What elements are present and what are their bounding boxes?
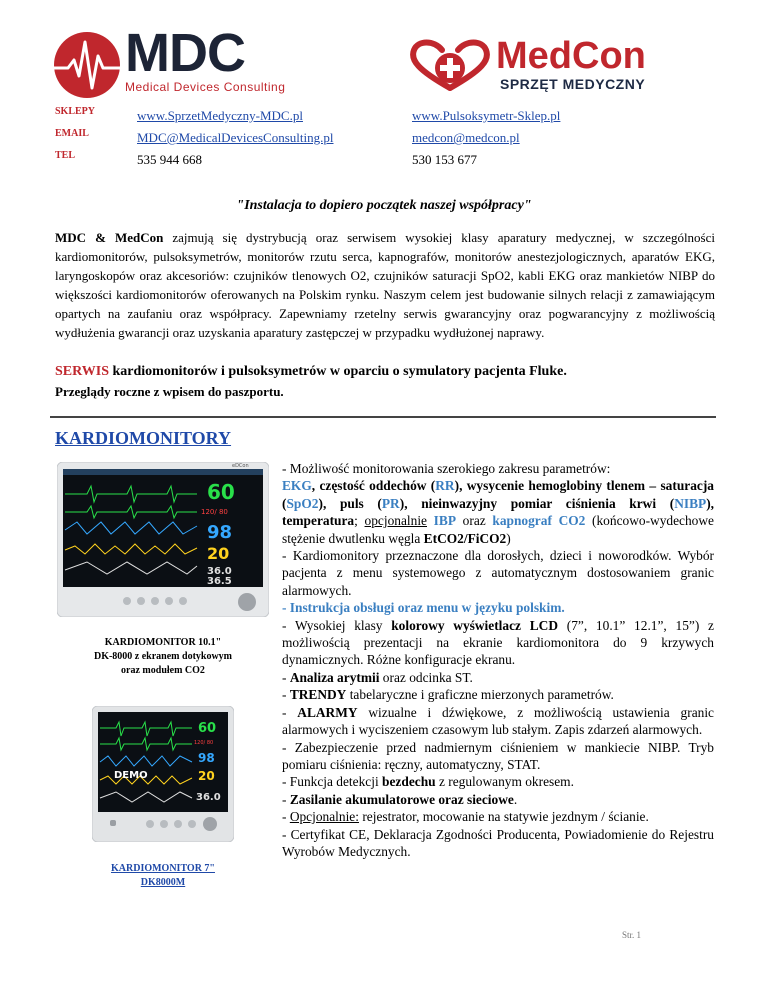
feature-5c: oraz odcinka ST. xyxy=(379,669,473,685)
param-ekg: EKG xyxy=(282,478,312,494)
email-label: EMAIL xyxy=(55,128,89,139)
feature-10c: . xyxy=(513,791,518,807)
param-oraz: oraz xyxy=(456,513,493,529)
feature-8: - Zabezpieczenie przed nadmiernym ciśnieniem w mankiecie NIBP. Tryb pomiaru ciśnienia: ręczny, automatyczny, STAT. xyxy=(282,739,714,772)
feature-7c: wizualne i dźwiękowe, z możliwością ustawienia granic alarmowych i wyciszeniem czasowym lub stałym. Zapis zdarzeń alarmowych. xyxy=(282,704,714,738)
param-oddech: częstość oddechów ( xyxy=(319,478,436,494)
feature-7a: - xyxy=(282,704,298,720)
param-rr: RR xyxy=(435,478,455,494)
param-space xyxy=(427,513,434,528)
mdc-tel: 535 944 668 xyxy=(137,152,202,167)
monitor2-rr: 20 xyxy=(198,769,215,783)
feature-11b: Opcjonalnie: xyxy=(289,809,359,825)
shops-label: SKLEPY xyxy=(55,106,96,117)
feature-12: - Certyfikat CE, Deklaracja Zgodności Producenta, Powiadomienie do Rejestru Wyrobów Medycznych. xyxy=(282,826,714,859)
param-nibp-post: ), xyxy=(706,495,714,511)
feature-9 xyxy=(282,773,714,790)
mdc-tagline: Medical Devices Consulting xyxy=(125,80,286,94)
feature-4b: kolorowy wyświetlacz LCD xyxy=(391,617,558,633)
feature-6 xyxy=(282,686,714,703)
medcon-logo-text: MedCon xyxy=(496,35,646,77)
monitor-7-image xyxy=(92,706,234,842)
monitor1-temp2: 36.5 xyxy=(207,576,232,587)
monitor1-temp1: 36.0 xyxy=(207,566,232,577)
param-semi: ; xyxy=(354,513,365,529)
medcon-heart-cross-icon xyxy=(408,38,492,92)
monitor1-bp: 120/ 80 xyxy=(201,508,228,516)
feature-5b: Analiza arytmii xyxy=(289,669,380,685)
monitor2-caption-line2[interactable]: DK8000M xyxy=(140,877,186,888)
feature-6c: tabelaryczne i graficzne mierzonych parametrów. xyxy=(346,687,614,703)
param-puls: ), puls ( xyxy=(318,495,382,511)
medcon-logo xyxy=(408,35,668,94)
monitor1-brand: eDCon xyxy=(232,463,249,469)
feature-1-text: - Możliwość monitorowania szerokiego zakresu parametrów: xyxy=(282,461,611,476)
feature-6a: - xyxy=(282,687,290,703)
feature-2: - Kardiomonitory przeznaczone dla dorosłych, dzieci i noworodków. Wybór pacjenta z menu systemowego z automatycznym dostosowaniem granic alarmowych. xyxy=(282,548,714,598)
serwis-line xyxy=(55,364,567,380)
param-close: ) xyxy=(506,530,511,546)
feature-11c: rejestrator, mocowanie na statywie jezdnym / ścianie. xyxy=(358,809,649,825)
monitor2-demo: DEMO xyxy=(114,770,148,781)
param-opcjonalnie: opcjonalnie xyxy=(364,513,427,529)
mdc-logo-text: MDC xyxy=(125,23,245,83)
intro-lead: MDC & MedCon xyxy=(55,230,164,245)
intro-paragraph xyxy=(55,228,715,342)
tel-label: TEL xyxy=(55,150,76,161)
feature-11 xyxy=(282,808,714,825)
przeglady-line: Przeglądy roczne z wpisem do paszportu. xyxy=(55,384,284,399)
feature-10b: Zasilanie akumulatorowe oraz sieciowe xyxy=(289,791,514,807)
param-sep: , xyxy=(311,478,320,494)
feature-9c: z regulowanym okresem. xyxy=(435,774,574,790)
param-nibp: NIBP xyxy=(674,495,707,511)
feature-4c: (7”, 10.1” 12.1”, 15”) z możliwością prezentacji na ekranie kardiomonitora do 9 krzywych dynamicznych. Różne konfiguracje ekranu. xyxy=(282,617,714,668)
feature-10 xyxy=(282,791,714,808)
serwis-word: SERWIS xyxy=(55,364,109,379)
monitor2-hr: 60 xyxy=(198,721,217,736)
monitor1-caption-line2: DK-8000 z ekranem dotykowym xyxy=(93,651,233,662)
mdc-logo xyxy=(52,23,307,102)
feature-3: - Instrukcja obsługi oraz menu w języku polskim. xyxy=(282,600,565,616)
feature-params xyxy=(282,477,714,547)
monitor1-rr: 20 xyxy=(207,544,230,563)
mdc-shop-link[interactable]: www.SprzetMedyczny-MDC.pl xyxy=(137,108,303,123)
monitor1-caption xyxy=(57,636,269,678)
feature-10a: - xyxy=(282,791,290,807)
monitor2-caption xyxy=(57,862,269,890)
feature-9a: - Funkcja detekcji xyxy=(282,774,383,790)
monitor-10-image xyxy=(57,462,269,617)
monitor2-temp: 36.0 xyxy=(196,792,221,803)
quote: "Instalacja to dopiero początek naszej współpracy" xyxy=(236,198,532,213)
feature-11a: - xyxy=(282,809,290,825)
monitor1-caption-line1: KARDIOMONITOR 10.1" xyxy=(104,637,222,648)
monitor1-caption-line3: oraz modułem CO2 xyxy=(121,665,205,676)
page-number: Str. 1 xyxy=(622,930,642,940)
feature-5 xyxy=(282,669,714,686)
mdc-email-link[interactable]: MDC@MedicalDevicesConsulting.pl xyxy=(137,130,334,145)
feature-4 xyxy=(282,617,714,669)
feature-5a: - xyxy=(282,669,290,685)
feature-7 xyxy=(282,704,714,739)
param-nibp-pre: ), nieinwazyjny pomiar ciśnienia krwi ( xyxy=(399,495,675,511)
param-spo2: SpO2 xyxy=(286,495,319,511)
param-kapnograf: kapnograf CO2 xyxy=(492,513,586,529)
mdc-heartbeat-icon xyxy=(52,30,127,100)
medcon-tel: 530 153 677 xyxy=(412,152,477,167)
param-temperatura: temperatura xyxy=(282,513,355,529)
param-konc: (końcowo-wydechowe stężenie dwutlenku węgla xyxy=(282,513,714,546)
divider xyxy=(50,416,716,418)
monitor1-hr: 60 xyxy=(207,480,235,504)
serwis-text: kardiomonitorów i pulsoksymetrów w oparciu o symulatory pacjenta Fluke. xyxy=(108,364,567,379)
section-title: KARDIOMONITORY xyxy=(55,428,232,448)
feature-4a: - Wysokiej klasy xyxy=(282,617,392,633)
medcon-tagline: SPRZĘT MEDYCZNY xyxy=(500,76,646,92)
features-text xyxy=(282,460,714,860)
intro-text: zajmują się dystrybucją oraz serwisem wysokiej klasy aparatury medycznej, w szczególności kardiomonitorów, pulsoksymetrów, monitorów rzutu serca, kapnografów, monitorów anestezjologicznych, aparatów EKG, laryngoskopów oraz akcesoriów: czujników tlenowych O2, czujników saturacji SpO2, kabli EKG oraz mankietów NIBP do większości kardiomonitorów oferowanych na Polskim rynku. Naszym celem jest budowanie silnych relacji z zamawiającym opartych na zaufaniu oraz współpracy. Zapewniamy rzetelny serwis gwarancyjny oraz pogwarancyjny z możliwością wydłużenia gwarancji oraz uzyskania aparatury zastępczej w przypadku wydłużonej naprawy. xyxy=(55,230,716,340)
monitor2-spo2: 98 xyxy=(198,751,215,765)
feature-9b: bezdechu xyxy=(382,774,436,790)
param-ibp: IBP xyxy=(433,513,456,529)
feature-6b: TRENDY xyxy=(289,687,347,703)
medcon-shop-link[interactable]: www.Pulsoksymetr-Sklep.pl xyxy=(412,108,561,123)
monitor2-caption-line1[interactable]: KARDIOMONITOR 7" xyxy=(111,863,215,874)
param-pr: PR xyxy=(381,495,400,511)
monitor1-spo2: 98 xyxy=(207,522,233,543)
medcon-email-link[interactable]: medcon@medcon.pl xyxy=(412,130,520,145)
feature-7b: ALARMY xyxy=(297,704,358,720)
monitor2-bp: 120/ 80 xyxy=(194,740,214,746)
param-sat: ), wysycenie hemoglobiny tlenem – saturacja ( xyxy=(282,478,714,511)
param-etco2: EtCO2/FiCO2 xyxy=(423,530,507,546)
feature-1 xyxy=(282,460,714,477)
